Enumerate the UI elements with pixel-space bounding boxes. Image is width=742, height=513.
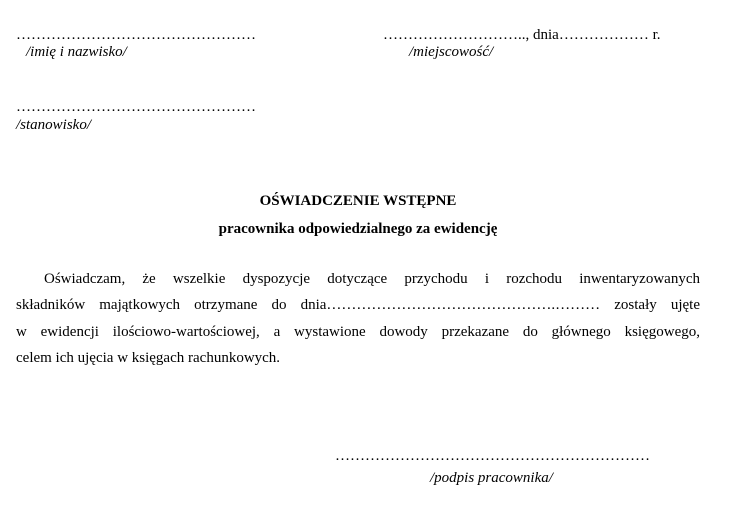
signature-field-line: ……………………………………………………… <box>335 448 650 464</box>
name-caption: /imię i nazwisko/ <box>26 44 127 60</box>
document-subtitle: pracownika odpowiedzialnego za ewidencję <box>218 221 498 237</box>
paragraph-line: składników majątkowych otrzymane do dnia……………………………………….……… zostały ujęte <box>16 297 700 313</box>
paragraph-line: Oświadczam, że wszelkie dyspozycje dotyczące przychodu i rozchodu inwentaryzowanych <box>44 271 700 287</box>
name-field-line: ………………………………………… <box>16 27 256 43</box>
position-caption: /stanowisko/ <box>16 117 92 133</box>
place-date-field-line: ……………………….., dnia……………… r. <box>383 27 661 43</box>
document-title: OŚWIADCZENIE WSTĘPNE <box>259 193 457 209</box>
signature-caption: /podpis pracownika/ <box>430 470 553 486</box>
place-caption: /miejscowość/ <box>409 44 494 60</box>
paragraph-line: w ewidencji ilościowo-wartościowej, a wystawione dowody przekazane do głównego księgowego, <box>16 324 700 340</box>
position-field-line: ………………………………………… <box>16 99 256 115</box>
paragraph-line: celem ich ujęcia w księgach rachunkowych. <box>16 350 281 366</box>
